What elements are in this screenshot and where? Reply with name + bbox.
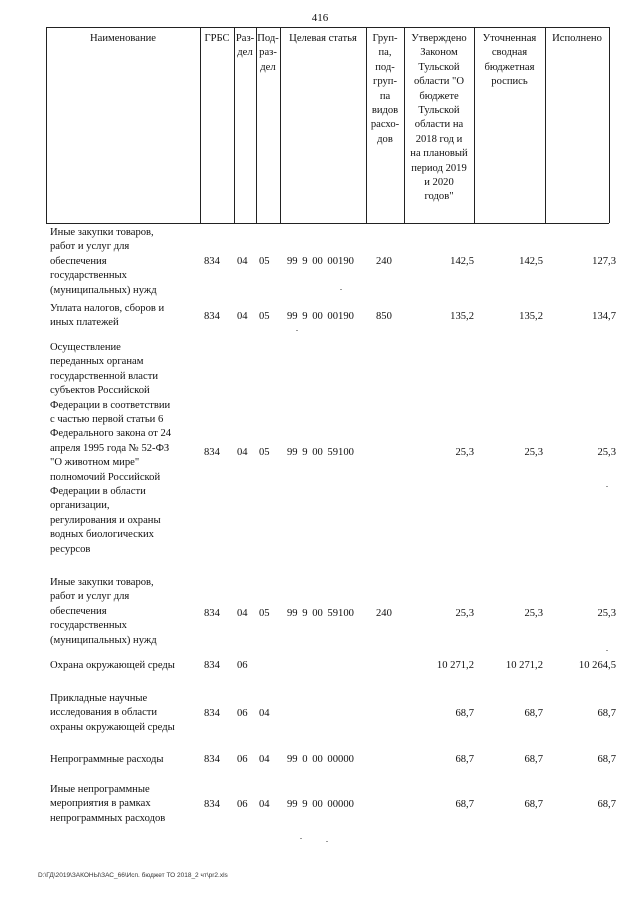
row-refined: 68,7 [524,799,543,810]
row-approved: 68,7 [455,799,474,810]
header-name: Наименование [90,33,156,44]
row-podrazdel: 04 [259,799,270,810]
row-refined: 25,3 [524,608,543,619]
col-divider [46,27,47,223]
row-approved: 25,3 [455,447,474,458]
row-razdel: 04 [237,311,248,322]
row-executed: 10 264,5 [578,660,616,671]
header-top-border [46,27,609,28]
scan-speck [340,289,342,290]
row-podrazdel: 05 [259,256,270,267]
header-group: Груп- па, под- груп- па видов расхо- дов [370,33,400,145]
row-executed: 134,7 [592,311,616,322]
row-razdel: 04 [237,447,248,458]
col-divider [200,27,201,223]
header-target: Целевая статья [289,33,357,44]
scan-speck [300,838,302,839]
row-razdel: 06 [237,660,248,671]
row-approved: 142,5 [450,256,474,267]
row-grbs: 834 [204,708,220,719]
scan-speck [606,650,608,651]
file-path-footer: D:\ГД\2019\ЗАКОНЫ\ЗАС_66\Исп. бюджет ТО 2018_2 чт\pr2.xls [38,872,228,879]
page-number: 416 [311,12,329,24]
header-refined: Уточненная сводная бюджетная роспись [482,33,537,88]
row-grbs: 834 [204,447,220,458]
row-grbs: 834 [204,608,220,619]
scan-speck [326,841,328,842]
scan-speck [606,486,608,487]
row-podrazdel: 04 [259,708,270,719]
row-target: 99 9 00 59100 [287,608,354,619]
row-podrazdel: 04 [259,754,270,765]
row-refined: 135,2 [519,311,543,322]
row-target: 99 9 00 00190 [287,256,354,267]
row-executed: 127,3 [592,256,616,267]
row-podrazdel: 05 [259,608,270,619]
row-grbs: 834 [204,660,220,671]
row-target: 99 9 00 59100 [287,447,354,458]
row-name: Иные непрограммные мероприятия в рамках непрограммных расходов [50,784,166,824]
row-grbs: 834 [204,799,220,810]
scan-speck [296,330,298,331]
header-grbs: ГРБС [204,33,230,44]
row-name: Прикладные научные исследования в области охраны окружающей среды [50,693,175,733]
row-grbs: 834 [204,256,220,267]
row-group: 240 [376,256,392,267]
row-name: Иные закупки товаров, работ и услуг для обеспечения государственных (муниципальных) нужд [50,227,157,296]
header-podrazdel: Под- раз- дел [257,33,279,73]
row-razdel: 06 [237,799,248,810]
col-divider [545,27,546,223]
row-target: 99 9 00 00000 [287,799,354,810]
row-approved: 68,7 [455,708,474,719]
header-bottom-border [46,223,609,224]
row-executed: 68,7 [597,708,616,719]
row-executed: 25,3 [597,447,616,458]
header-executed: Исполнено [552,33,602,44]
row-razdel: 04 [237,256,248,267]
row-group: 240 [376,608,392,619]
row-name: Иные закупки товаров, работ и услуг для обеспечения государственных (муниципальных) нужд [50,577,157,646]
row-razdel: 06 [237,708,248,719]
row-razdel: 06 [237,754,248,765]
row-executed: 25,3 [597,608,616,619]
row-refined: 68,7 [524,708,543,719]
row-podrazdel: 05 [259,311,270,322]
row-executed: 68,7 [597,754,616,765]
col-divider [280,27,281,223]
row-refined: 68,7 [524,754,543,765]
row-executed: 68,7 [597,799,616,810]
row-target: 99 0 00 00000 [287,754,354,765]
row-name: Уплата налогов, сборов и иных платежей [50,303,165,329]
row-razdel: 04 [237,608,248,619]
row-refined: 25,3 [524,447,543,458]
header-razdel: Раз- дел [235,33,255,59]
row-approved: 10 271,2 [436,660,474,671]
row-group: 850 [376,311,392,322]
header-approved: Утверждено Законом Тульской области "О бюджете Тульской области на 2018 год и на плановый период 2019 и 2020 годов" [410,33,468,203]
row-approved: 68,7 [455,754,474,765]
row-approved: 135,2 [450,311,474,322]
row-target: 99 9 00 00190 [287,311,354,322]
row-grbs: 834 [204,311,220,322]
row-approved: 25,3 [455,608,474,619]
row-name: Охрана окружающей среды [50,660,175,671]
row-name: Осуществление переданных органам государственной власти субъектов Российской Федерации в соответствии с частью первой статьи 6 Федерального закона от 24 апреля 1995 года № 52-ФЗ "О животном мире" полномочий Российской Федерации в области организации, регулирования и охраны водных биологических ресурсов [50,342,172,555]
row-refined: 10 271,2 [505,660,543,671]
row-grbs: 834 [204,754,220,765]
col-divider [609,27,610,223]
row-name: Непрограммные расходы [50,754,164,765]
row-refined: 142,5 [519,256,543,267]
row-podrazdel: 05 [259,447,270,458]
